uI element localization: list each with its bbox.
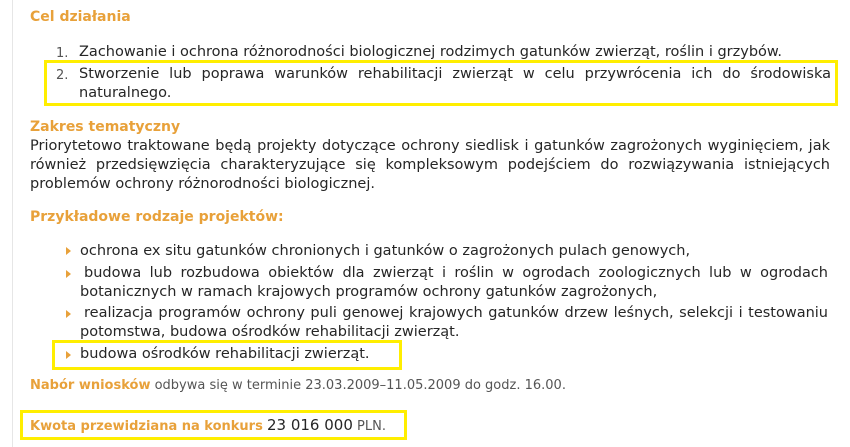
example-item-4: budowa ośrodków rehabilitacji zwierząt. — [80, 346, 370, 362]
left-border-line — [12, 0, 13, 447]
goal-heading: Cel działania — [30, 9, 131, 25]
goal-item-2-highlight — [44, 60, 838, 106]
goal-item-1-text: Zachowanie i ochrona różnorodności biologicznej rodzimych gatunków zwierząt, roślin i grzybów. — [79, 44, 783, 60]
examples-heading: Przykładowe rodzaje projektów: — [30, 209, 284, 225]
scope-text: Priorytetowo traktowane będą projekty dotyczące ochrony siedlisk i gatunków zagrożonych wyginięciem, jak również przedsięwzięcia charakteryzujące się kompleksowym podejściem do rozwiązywania istniejących problemów ochrony różnorodności biologicznej. — [30, 138, 830, 192]
budget-currency: PLN. — [357, 419, 386, 434]
call-dates: odbywa się w terminie 23.03.2009–11.05.2009 do godz. 16.00. — [154, 378, 566, 393]
budget-label: Kwota przewidziana na konkurs — [30, 419, 263, 434]
example-item-4-highlight — [52, 340, 402, 370]
bullet-icon — [66, 310, 71, 318]
budget-amount: 23 016 000 — [266, 416, 353, 434]
bullet-icon — [66, 270, 71, 278]
example-item-2: budowa lub rozbudowa obiektów dla zwierząt i roślin w ogrodach zoologicznych lub w ogrodach botanicznych w ramach krajowych programów ochrony gatunków zagrożonych, — [80, 265, 828, 300]
goal-item-2-number: 2. — [56, 68, 69, 83]
scope-heading: Zakres tematyczny — [30, 119, 181, 135]
goal-item-2-text: Stworzenie lub poprawa warunków rehabilitacji zwierząt w celu przywrócenia ich do środowiska naturalnego. — [79, 66, 831, 101]
call-for-proposals — [30, 378, 566, 393]
example-item-3: realizacja programów ochrony puli genowej krajowych gatunków drzew leśnych, selekcji i testowaniu potomstwa, budowa ośrodków rehabilitacji zwierząt. — [80, 305, 828, 340]
budget-highlight — [20, 410, 407, 440]
goal-item-1-number: 1. — [56, 46, 69, 61]
call-label: Nabór wniosków — [30, 378, 151, 393]
example-item-1: ochrona ex situ gatunków chronionych i gatunków o zagrożonych pulach genowych, — [80, 243, 691, 259]
bullet-icon — [66, 247, 71, 255]
